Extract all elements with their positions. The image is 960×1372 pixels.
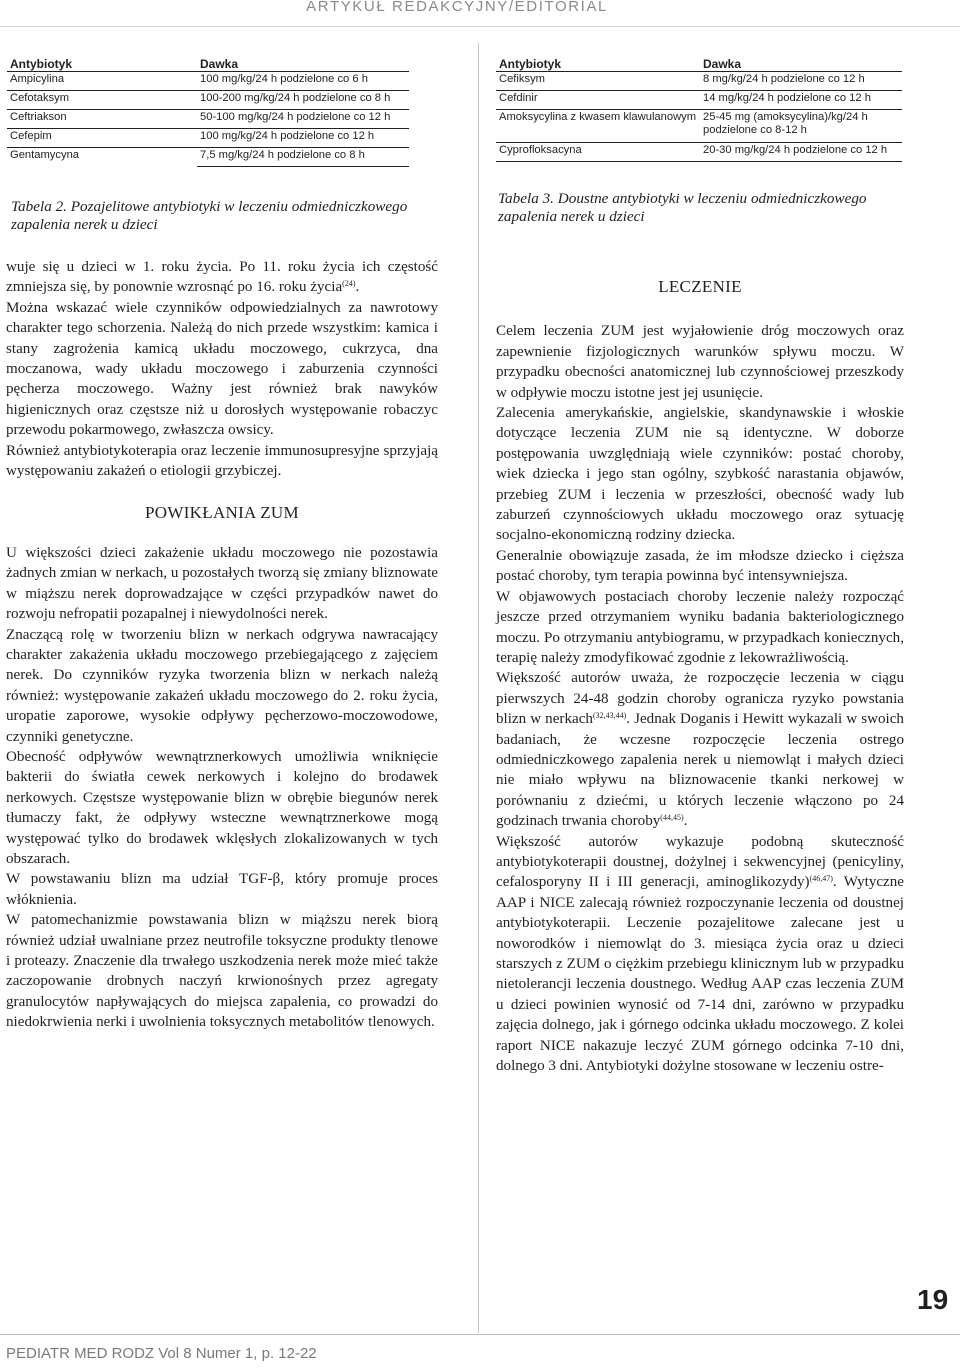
- table-row: [496, 72, 902, 91]
- body-paragraph: W powstawaniu blizn ma udział TGF-β, który promuje proces włóknienia.: [6, 871, 438, 908]
- body-paragraph: Również antybiotykoterapia oraz leczenie immunosupresyjne sprzyjają występowaniu zakażeń o etiologii grzybiczej.: [6, 442, 438, 480]
- dose-cell: 100 mg/kg/24 h podzielone co 12 h: [197, 129, 409, 148]
- table-header-cell: Antybiotyk: [7, 57, 197, 72]
- left-column-text: [6, 257, 438, 1033]
- table-row: [7, 148, 409, 167]
- text-run: Większość autorów uważa, że rozpoczęcie leczenia w ciągu pierwszych 24-48 godzin choroby ogranicza ryzyko powstania blizn w nerkach: [496, 670, 904, 728]
- table-header-cell: Dawka: [700, 57, 902, 72]
- table-2-caption: Tabela 2. Pozajelitowe antybiotyki w leczeniu odmiedniczkowego zapalenia nerek u dzieci: [11, 198, 408, 233]
- table-header-row: [7, 57, 409, 72]
- drug-name-cell: Gentamycyna: [10, 149, 80, 161]
- body-paragraph: Zalecenia amerykańskie, angielskie, skandynawskie i włoskie dotyczące leczenia ZUM nie są identyczne. W doborze postępowania uwzględniają wiele czynników: postać choroby, wiek dziecka i jego stan ogólny, szybkość narastania objawów, przebieg ZUM i leczenia w przeszłości, obecność wady lub zaburzeń czynnościowych układu moczowego oraz sytuację socjalno-ekonomiczną rodziny dziecka.: [496, 405, 904, 544]
- header-divider: [0, 26, 960, 27]
- dose-cell: 25-45 mg (amoksycylina)/kg/24 h podzielone co 8-12 h: [700, 110, 902, 143]
- dose-cell: 50-100 mg/kg/24 h podzielone co 12 h: [197, 110, 409, 129]
- dose-cell: 7,5 mg/kg/24 h podzielone co 8 h: [197, 148, 409, 167]
- table-2-parenteral-antibiotics: [7, 57, 409, 167]
- body-paragraph: [496, 832, 904, 1077]
- text-run: .: [683, 813, 688, 830]
- drug-name-cell: Cefdinir: [496, 91, 700, 110]
- body-paragraph: Można wskazać wiele czynników odpowiedzialnych za nawrotowy charakter tego schorzenia. Należą do nich przede wszystkim: kamica i stany zagrożenia kamicą układu moczowego, cukrzyca, dna moczanowa, wady układu moczowego i zaburzenia czynności pęcherza moczowego. Ważny jest również brak nawyków higienicznych oraz częstsze niż u dorosłych występowanie robaczyc przewodu pokarmowego, zwłaszcza owsicy.: [6, 299, 438, 439]
- text-run: .: [355, 279, 360, 296]
- section-heading-complications: POWIKŁANIA ZUM: [145, 503, 299, 523]
- journal-footer: PEDIATR MED RODZ Vol 8 Numer 1, p. 12-22: [6, 1345, 317, 1362]
- drug-name-cell: Ampicylina: [7, 72, 197, 91]
- table-row: [496, 143, 902, 162]
- footer-divider: [0, 1334, 960, 1335]
- text-run: . Wytyczne AAP i NICE zalecają również rozpoczynanie leczenia od doustnej antybiotykoterapii. Leczenie pozajelitowe zalecane jest u noworodków i niemowląt do 3. miesiąca życia oraz u dzieci starszych z ZUM o ciężkim przebiegu klinicznym lub w przypadku nietolerancji leczenia doustnego. Według AAP czas leczenia ZUM u dzieci powinien wynosić od 7-14 dni, zarówno w przypadku zajęcia dolnego, jak i górnego odcinka układu moczowego. Z kolei raport NICE nakazuje leczyć ZUM górnego odcinka 7-10 dni, dolnego 3 dni. Antybiotyki dożylne stosowane w leczeniu ostre-: [496, 874, 905, 1075]
- table-header-cell: Dawka: [197, 57, 409, 72]
- citation-ref: (32,43,44): [592, 711, 627, 721]
- running-header: ARTYKUŁ REDAKCYJNY/EDITORIAL: [306, 0, 608, 15]
- dose-cell: 14 mg/kg/24 h podzielone co 12 h: [700, 91, 902, 110]
- section-heading-treatment: LECZENIE: [658, 277, 742, 296]
- body-paragraph: Znaczącą rolę w tworzeniu blizn w nerkach odgrywa nawracający charakter zakażenia układu moczowego przebiegającego z zajęciem nerek. Do czynników ryzyka tworzenia blizn w nerkach należą również: występowanie zakażeń układu moczowego do 2. roku życia, uropatie zaporowe, wysokie odpływy pęcherzowo-moczowodowe, czynniki genetyczne.: [6, 626, 438, 745]
- table-header-cell: Antybiotyk: [496, 57, 700, 72]
- text-run: Większość autorów wykazuje podobną skuteczność antybiotykoterapii doustnej, dożylnej i sekwencyjnej (penicyliny, cefalosporyny II i III generacji, aminoglikozydy): [496, 833, 904, 891]
- drug-name-cell: Cefotaksym: [7, 91, 197, 110]
- page-number: 19: [917, 1284, 949, 1315]
- citation-ref: (46,47): [809, 874, 833, 884]
- body-paragraph: U większości dzieci zakażenie układu moczowego nie pozostawia żadnych zmian w nerkach, u pozostałych tworzą się zmiany bliznowate w miąższu nerek doprowadzające w części przypadków nawet do rozwoju nefropatii pozapalnej i niewydolności nerek.: [6, 544, 438, 623]
- dose-cell: 20-30 mg/kg/24 h podzielone co 12 h: [700, 143, 902, 162]
- right-column-text: [496, 277, 904, 1076]
- table-row: [7, 110, 409, 129]
- text-run: . Jednak Doganis i Hewitt wykazali w swoich badaniach, że wczesne rozpoczęcie leczenia ostrego odmiedniczkowego zapalenia nerek u niemowląt i małych dzieci nie miało wpływu na bliznowacenie tkanki nerkowej w porównaniu z dziećmi, u których leczenie włączono po 24 godzinach trwania choroby: [496, 711, 904, 830]
- column-divider: [478, 43, 479, 1333]
- table-header-row: [496, 57, 902, 72]
- drug-name-cell: Cefepim: [7, 129, 197, 148]
- body-paragraph: Obecność odpływów wewnątrznerkowych umożliwia wniknięcie bakterii do światła cewek nerkowych i kolejno do brodawek nerkowych. Częstsze występowanie blizn w obrębie biegunów nerek tłumaczy fakt, że odpływy wsteczne wewnątrznerkowe mogą występować tylko do brodawek wklęsłych zlokalizowanych w tych obszarach.: [6, 748, 438, 867]
- table-row: [7, 91, 409, 110]
- dose-cell: 100 mg/kg/24 h podzielone co 6 h: [197, 72, 409, 91]
- body-paragraph: W objawowych postaciach choroby leczenie należy rozpocząć jeszcze przed otrzymaniem wyniku badania bakteriologicznego moczu. Po otrzymaniu antybiogramu, w przypadkach koniecznych, terapię należy zmodyfikować zgodnie z lekowrażliwością.: [496, 588, 904, 666]
- text-run: wuje się u dzieci w 1. roku życia. Po 11. roku życia ich częstość zmniejsza się, by ponownie wzrosnąć po 16. roku życia: [6, 259, 438, 296]
- drug-name-cell: Ceftriakson: [7, 110, 197, 129]
- body-paragraph: Generalnie obowiązuje zasada, że im młodsze dziecko i cięższa postać choroby, tym terapia powinna być intensywniejsza.: [496, 547, 904, 585]
- table-row: [7, 129, 409, 148]
- body-paragraph: W patomechanizmie powstawania blizn w miąższu nerek biorą również udział uwalniane przez neutrofile toksyczne produkty tlenowe i proteazy. Znaczenie dla trwałego uszkodzenia nerek może mieć także zaczopowanie drobnych naczyń krwionośnych przez agregaty granulocytów napływających do miejsca zapalenia, co prowadzi do niedokrwienia nerki i uwolnienia toksycznych metabolitów tlenowych.: [6, 912, 438, 1031]
- citation-ref: (24): [342, 279, 356, 289]
- table-3-caption: Tabela 3. Doustne antybiotyki w leczeniu odmiedniczkowego zapalenia nerek u dzieci: [498, 190, 867, 225]
- drug-name-cell: Cefiksym: [496, 72, 700, 91]
- dose-cell: 8 mg/kg/24 h podzielone co 12 h: [700, 72, 902, 91]
- body-paragraph: [496, 668, 904, 831]
- table-3-oral-antibiotics: [496, 57, 902, 162]
- dose-cell: 100-200 mg/kg/24 h podzielone co 8 h: [197, 91, 409, 110]
- table-row: [496, 110, 902, 143]
- drug-name-cell: Cyprofloksacyna: [496, 143, 700, 162]
- drug-name-cell: Amoksycylina z kwasem klawulanowym: [496, 110, 700, 143]
- table-row: [496, 91, 902, 110]
- citation-ref: (44,45): [660, 813, 684, 823]
- body-paragraph: Celem leczenia ZUM jest wyjałowienie dróg moczowych oraz zapewnienie fizjologicznych warunków spływu moczu. W przypadku obecności anatomicznej lub czynnościowej przeszkody w odpływie moczu istotne jest jej usunięcie.: [496, 323, 904, 401]
- table-row: [7, 72, 409, 91]
- body-paragraph: [6, 257, 438, 298]
